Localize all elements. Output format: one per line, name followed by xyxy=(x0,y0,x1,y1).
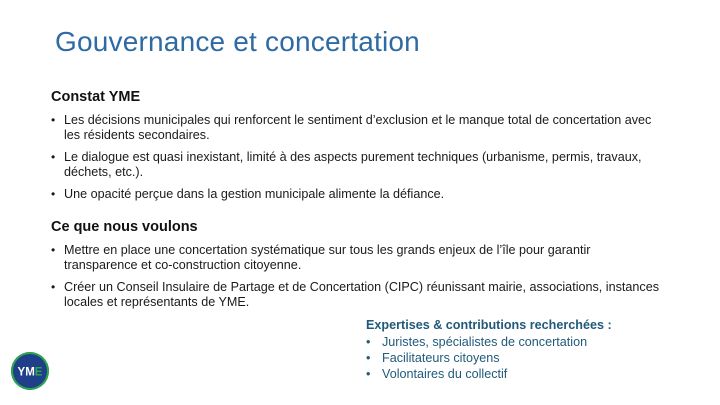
expertise-item xyxy=(366,366,612,382)
logo-letter-y: Y xyxy=(17,366,26,379)
bullet-list-constat xyxy=(51,113,663,202)
bullet-dot-icon: • xyxy=(51,150,56,164)
section-constat xyxy=(51,89,663,209)
bullet-dot-icon: • xyxy=(51,113,56,127)
bullet-dot-icon: • xyxy=(51,187,56,201)
bullet-item xyxy=(51,113,663,143)
logo-text xyxy=(18,367,43,379)
bullet-dot-icon: • xyxy=(366,367,371,381)
yme-logo xyxy=(11,352,49,390)
expertise-text: Facilitateurs citoyens xyxy=(382,351,500,365)
bullet-dot-icon: • xyxy=(366,335,371,349)
expertise-text: Juristes, spécialistes de concertation xyxy=(382,335,588,349)
slide-title: Gouvernance et concertation xyxy=(55,26,420,57)
expertise-list xyxy=(366,334,612,382)
logo-letter-e: E xyxy=(34,366,43,379)
bullet-dot-icon: • xyxy=(51,243,56,257)
bullet-text: Créer un Conseil Insulaire de Partage et de Concertation (CIPC) réunissant mairie, associations, instances locales et représentants de YME. xyxy=(64,280,659,309)
bullet-text: Une opacité perçue dans la gestion municipale alimente la défiance. xyxy=(64,187,445,201)
bullet-item xyxy=(51,187,663,202)
expertise-box xyxy=(366,318,612,382)
section-objectifs xyxy=(51,219,663,317)
bullet-item xyxy=(51,243,663,273)
bullet-item xyxy=(51,150,663,180)
bullet-dot-icon: • xyxy=(51,280,56,294)
bullet-dot-icon: • xyxy=(366,351,371,365)
expertise-heading: Expertises & contributions recherchées : xyxy=(366,318,612,332)
bullet-list-objectifs xyxy=(51,243,663,310)
expertise-text: Volontaires du collectif xyxy=(382,367,508,381)
bullet-text: Mettre en place une concertation systématique sur tous les grands enjeux de l’île pour garantir transparence et co-construction citoyenne. xyxy=(64,243,591,272)
yme-logo-mark xyxy=(13,354,47,388)
bullet-text: Les décisions municipales qui renforcent le sentiment d’exclusion et le manque total de concertation avec les résidents secondaires. xyxy=(64,113,652,142)
expertise-item xyxy=(366,334,612,350)
logo-letter-m: M xyxy=(25,366,35,379)
expertise-item xyxy=(366,350,612,366)
bullet-item xyxy=(51,280,663,310)
bullet-text: Le dialogue est quasi inexistant, limité à des aspects purement techniques (urbanisme, permis, travaux, déchets, etc.). xyxy=(64,150,642,179)
section-heading-objectifs: Ce que nous voulons xyxy=(51,219,198,235)
section-heading-constat: Constat YME xyxy=(51,89,141,105)
